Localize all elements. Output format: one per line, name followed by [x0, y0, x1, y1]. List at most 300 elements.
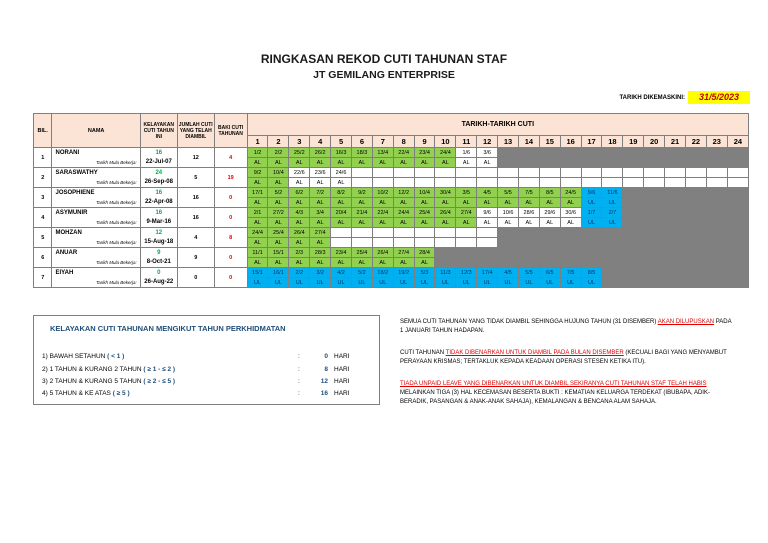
leave-type-cell[interactable]: AL	[331, 158, 352, 168]
leave-date-cell[interactable]: 30/6	[560, 208, 581, 218]
leave-type-cell[interactable]: AL	[268, 178, 289, 188]
leave-type-cell[interactable]: AL	[351, 218, 372, 228]
leave-date-cell[interactable]: 19/2	[393, 268, 414, 278]
leave-date-cell[interactable]: 4/5	[477, 188, 498, 198]
leave-date-cell[interactable]	[706, 208, 727, 218]
leave-date-cell[interactable]: 21/4	[351, 208, 372, 218]
leave-type-cell[interactable]	[372, 238, 393, 248]
leave-date-cell[interactable]	[435, 228, 456, 238]
leave-date-cell[interactable]	[477, 228, 498, 238]
leave-type-cell[interactable]	[706, 158, 727, 168]
leave-date-cell[interactable]	[623, 268, 644, 278]
leave-date-cell[interactable]	[665, 188, 686, 198]
leave-date-cell[interactable]	[414, 168, 435, 178]
leave-date-cell[interactable]: 4/3	[289, 208, 310, 218]
leave-date-cell[interactable]: 5/2	[351, 268, 372, 278]
leave-date-cell[interactable]: 5/2	[268, 188, 289, 198]
leave-type-cell[interactable]	[644, 238, 665, 248]
leave-type-cell[interactable]: AL	[289, 258, 310, 268]
leave-type-cell[interactable]	[623, 158, 644, 168]
leave-date-cell[interactable]: 25/2	[289, 148, 310, 158]
leave-type-cell[interactable]: UL	[310, 278, 331, 288]
leave-type-cell[interactable]	[665, 238, 686, 248]
leave-date-cell[interactable]: 24/6	[331, 168, 352, 178]
leave-date-cell[interactable]	[560, 148, 581, 158]
leave-date-cell[interactable]: 26/4	[289, 228, 310, 238]
leave-type-cell[interactable]	[685, 178, 706, 188]
leave-date-cell[interactable]	[602, 248, 623, 258]
leave-type-cell[interactable]	[685, 198, 706, 208]
leave-date-cell[interactable]	[477, 248, 498, 258]
leave-date-cell[interactable]	[665, 148, 686, 158]
leave-type-cell[interactable]	[539, 158, 560, 168]
leave-type-cell[interactable]: AL	[539, 218, 560, 228]
leave-date-cell[interactable]: 2/1	[247, 208, 268, 218]
leave-date-cell[interactable]: 1/2	[247, 148, 268, 158]
leave-date-cell[interactable]: 15/1	[268, 248, 289, 258]
leave-date-cell[interactable]: 8/5	[581, 268, 602, 278]
leave-date-cell[interactable]: 17/4	[477, 268, 498, 278]
leave-date-cell[interactable]: 23/6	[310, 168, 331, 178]
leave-date-cell[interactable]	[644, 188, 665, 198]
leave-date-cell[interactable]: 6/5	[539, 268, 560, 278]
leave-date-cell[interactable]	[518, 228, 539, 238]
leave-date-cell[interactable]	[477, 168, 498, 178]
leave-date-cell[interactable]	[581, 148, 602, 158]
leave-date-cell[interactable]: 18/3	[351, 148, 372, 158]
leave-date-cell[interactable]	[685, 168, 706, 178]
leave-date-cell[interactable]: 3/4	[310, 208, 331, 218]
leave-type-cell[interactable]: AL	[372, 258, 393, 268]
leave-date-cell[interactable]	[665, 228, 686, 238]
leave-type-cell[interactable]	[393, 178, 414, 188]
leave-type-cell[interactable]	[560, 158, 581, 168]
leave-type-cell[interactable]	[644, 278, 665, 288]
leave-type-cell[interactable]	[560, 258, 581, 268]
leave-date-cell[interactable]	[685, 188, 706, 198]
leave-type-cell[interactable]	[665, 278, 686, 288]
leave-type-cell[interactable]	[665, 258, 686, 268]
leave-type-cell[interactable]: AL	[351, 158, 372, 168]
leave-type-cell[interactable]: AL	[289, 178, 310, 188]
leave-type-cell[interactable]: AL	[247, 198, 268, 208]
leave-date-cell[interactable]: 5/3	[414, 268, 435, 278]
leave-date-cell[interactable]: 26/4	[435, 208, 456, 218]
leave-date-cell[interactable]	[498, 168, 519, 178]
leave-date-cell[interactable]	[351, 168, 372, 178]
leave-type-cell[interactable]: AL	[247, 218, 268, 228]
leave-type-cell[interactable]	[560, 178, 581, 188]
leave-type-cell[interactable]: AL	[414, 198, 435, 208]
updated-date[interactable]: 31/5/2023	[688, 91, 750, 104]
leave-date-cell[interactable]	[393, 168, 414, 178]
leave-type-cell[interactable]	[477, 258, 498, 268]
leave-date-cell[interactable]: 9/6	[477, 208, 498, 218]
leave-date-cell[interactable]	[560, 168, 581, 178]
leave-date-cell[interactable]: 24/4	[435, 148, 456, 158]
leave-type-cell[interactable]: UL	[435, 278, 456, 288]
leave-type-cell[interactable]	[581, 258, 602, 268]
leave-type-cell[interactable]	[685, 258, 706, 268]
leave-date-cell[interactable]: 22/6	[289, 168, 310, 178]
leave-type-cell[interactable]: UL	[247, 278, 268, 288]
leave-date-cell[interactable]	[706, 228, 727, 238]
leave-type-cell[interactable]: UL	[477, 278, 498, 288]
leave-type-cell[interactable]	[623, 238, 644, 248]
leave-type-cell[interactable]: AL	[372, 158, 393, 168]
leave-type-cell[interactable]: AL	[310, 238, 331, 248]
leave-type-cell[interactable]: UL	[518, 278, 539, 288]
leave-type-cell[interactable]: AL	[518, 198, 539, 208]
leave-type-cell[interactable]: AL	[331, 178, 352, 188]
leave-type-cell[interactable]	[393, 238, 414, 248]
leave-date-cell[interactable]: 17/1	[247, 188, 268, 198]
leave-date-cell[interactable]	[727, 168, 748, 178]
leave-type-cell[interactable]	[435, 178, 456, 188]
leave-date-cell[interactable]	[539, 248, 560, 258]
leave-type-cell[interactable]	[414, 178, 435, 188]
leave-date-cell[interactable]	[644, 168, 665, 178]
leave-type-cell[interactable]	[706, 218, 727, 228]
leave-date-cell[interactable]	[644, 228, 665, 238]
leave-date-cell[interactable]: 12/2	[393, 188, 414, 198]
leave-type-cell[interactable]	[581, 238, 602, 248]
leave-date-cell[interactable]: 1/7	[581, 208, 602, 218]
leave-type-cell[interactable]: AL	[560, 198, 581, 208]
leave-date-cell[interactable]: 8/5	[539, 188, 560, 198]
leave-date-cell[interactable]: 2/2	[289, 268, 310, 278]
leave-type-cell[interactable]	[685, 278, 706, 288]
leave-date-cell[interactable]: 12/3	[456, 268, 477, 278]
leave-type-cell[interactable]	[581, 158, 602, 168]
leave-type-cell[interactable]: UL	[560, 278, 581, 288]
leave-type-cell[interactable]: AL	[414, 158, 435, 168]
leave-date-cell[interactable]	[623, 248, 644, 258]
leave-date-cell[interactable]	[602, 268, 623, 278]
leave-date-cell[interactable]: 20/4	[331, 208, 352, 218]
leave-type-cell[interactable]	[623, 258, 644, 268]
leave-date-cell[interactable]: 11/3	[435, 268, 456, 278]
leave-type-cell[interactable]	[518, 238, 539, 248]
leave-date-cell[interactable]: 27/4	[310, 228, 331, 238]
leave-type-cell[interactable]	[644, 258, 665, 268]
leave-type-cell[interactable]	[623, 218, 644, 228]
leave-date-cell[interactable]	[539, 148, 560, 158]
leave-date-cell[interactable]: 24/5	[560, 188, 581, 198]
leave-type-cell[interactable]: UL	[414, 278, 435, 288]
leave-date-cell[interactable]	[623, 148, 644, 158]
leave-type-cell[interactable]: AL	[289, 198, 310, 208]
leave-type-cell[interactable]	[727, 218, 748, 228]
leave-date-cell[interactable]: 24/4	[393, 208, 414, 218]
leave-date-cell[interactable]: 27/4	[393, 248, 414, 258]
leave-type-cell[interactable]	[685, 218, 706, 228]
leave-date-cell[interactable]	[706, 188, 727, 198]
leave-date-cell[interactable]	[644, 208, 665, 218]
leave-date-cell[interactable]	[644, 248, 665, 258]
leave-type-cell[interactable]	[727, 278, 748, 288]
leave-date-cell[interactable]: 25/4	[351, 248, 372, 258]
leave-type-cell[interactable]	[498, 238, 519, 248]
leave-type-cell[interactable]	[706, 178, 727, 188]
leave-type-cell[interactable]	[727, 178, 748, 188]
leave-type-cell[interactable]: AL	[351, 198, 372, 208]
leave-type-cell[interactable]: AL	[268, 238, 289, 248]
leave-date-cell[interactable]	[665, 248, 686, 258]
leave-type-cell[interactable]: AL	[289, 238, 310, 248]
leave-date-cell[interactable]: 29/6	[539, 208, 560, 218]
leave-type-cell[interactable]	[706, 198, 727, 208]
leave-type-cell[interactable]: AL	[539, 198, 560, 208]
leave-type-cell[interactable]	[665, 178, 686, 188]
leave-type-cell[interactable]	[623, 198, 644, 208]
leave-date-cell[interactable]	[706, 248, 727, 258]
leave-date-cell[interactable]: 9/6	[581, 188, 602, 198]
leave-date-cell[interactable]: 26/2	[310, 148, 331, 158]
leave-date-cell[interactable]: 10/6	[498, 208, 519, 218]
leave-date-cell[interactable]: 28/6	[518, 208, 539, 218]
leave-date-cell[interactable]	[727, 148, 748, 158]
leave-date-cell[interactable]: 30/4	[435, 188, 456, 198]
leave-date-cell[interactable]	[539, 228, 560, 238]
leave-date-cell[interactable]	[581, 168, 602, 178]
leave-type-cell[interactable]: AL	[414, 218, 435, 228]
leave-date-cell[interactable]	[665, 168, 686, 178]
leave-type-cell[interactable]: AL	[456, 158, 477, 168]
leave-date-cell[interactable]: 3/2	[310, 268, 331, 278]
leave-date-cell[interactable]	[393, 228, 414, 238]
leave-type-cell[interactable]	[498, 178, 519, 188]
leave-date-cell[interactable]	[435, 168, 456, 178]
leave-date-cell[interactable]: 3/6	[477, 148, 498, 158]
leave-type-cell[interactable]	[665, 198, 686, 208]
leave-date-cell[interactable]	[727, 268, 748, 278]
leave-type-cell[interactable]	[518, 178, 539, 188]
leave-date-cell[interactable]: 5/5	[518, 268, 539, 278]
leave-date-cell[interactable]: 3/5	[456, 188, 477, 198]
leave-type-cell[interactable]: UL	[539, 278, 560, 288]
leave-type-cell[interactable]	[623, 178, 644, 188]
leave-type-cell[interactable]	[602, 278, 623, 288]
leave-date-cell[interactable]	[706, 148, 727, 158]
leave-date-cell[interactable]: 23/4	[331, 248, 352, 258]
leave-date-cell[interactable]: 25/4	[414, 208, 435, 218]
leave-type-cell[interactable]	[706, 278, 727, 288]
leave-type-cell[interactable]	[351, 238, 372, 248]
leave-date-cell[interactable]: 13/4	[372, 148, 393, 158]
leave-date-cell[interactable]: 16/1	[268, 268, 289, 278]
leave-type-cell[interactable]: AL	[435, 158, 456, 168]
leave-date-cell[interactable]	[581, 248, 602, 258]
leave-type-cell[interactable]	[331, 238, 352, 248]
leave-date-cell[interactable]: 8/2	[331, 188, 352, 198]
leave-date-cell[interactable]	[644, 268, 665, 278]
leave-date-cell[interactable]	[685, 208, 706, 218]
leave-date-cell[interactable]: 26/4	[372, 248, 393, 258]
leave-type-cell[interactable]: AL	[372, 218, 393, 228]
leave-type-cell[interactable]	[477, 238, 498, 248]
leave-type-cell[interactable]	[498, 258, 519, 268]
leave-date-cell[interactable]	[351, 228, 372, 238]
leave-date-cell[interactable]	[727, 188, 748, 198]
leave-type-cell[interactable]	[560, 238, 581, 248]
leave-type-cell[interactable]: AL	[310, 198, 331, 208]
leave-type-cell[interactable]	[706, 258, 727, 268]
leave-type-cell[interactable]	[477, 178, 498, 188]
leave-type-cell[interactable]	[539, 238, 560, 248]
leave-type-cell[interactable]	[435, 258, 456, 268]
leave-type-cell[interactable]: UL	[581, 198, 602, 208]
leave-date-cell[interactable]	[727, 228, 748, 238]
leave-type-cell[interactable]: UL	[602, 218, 623, 228]
leave-type-cell[interactable]: AL	[310, 158, 331, 168]
leave-type-cell[interactable]: AL	[477, 218, 498, 228]
leave-date-cell[interactable]: 16/3	[331, 148, 352, 158]
leave-type-cell[interactable]	[539, 178, 560, 188]
leave-type-cell[interactable]: AL	[477, 198, 498, 208]
leave-date-cell[interactable]: 15/1	[247, 268, 268, 278]
leave-type-cell[interactable]: AL	[310, 178, 331, 188]
leave-type-cell[interactable]: AL	[247, 178, 268, 188]
leave-date-cell[interactable]: 9/2	[351, 188, 372, 198]
leave-type-cell[interactable]: AL	[310, 218, 331, 228]
leave-type-cell[interactable]: AL	[518, 218, 539, 228]
leave-date-cell[interactable]	[602, 148, 623, 158]
leave-type-cell[interactable]: AL	[414, 258, 435, 268]
leave-type-cell[interactable]: AL	[498, 198, 519, 208]
leave-type-cell[interactable]: AL	[331, 198, 352, 208]
leave-type-cell[interactable]: AL	[456, 198, 477, 208]
leave-date-cell[interactable]: 9/2	[247, 168, 268, 178]
leave-date-cell[interactable]	[665, 208, 686, 218]
leave-type-cell[interactable]	[539, 258, 560, 268]
leave-date-cell[interactable]	[372, 168, 393, 178]
leave-type-cell[interactable]	[644, 218, 665, 228]
leave-type-cell[interactable]	[706, 238, 727, 248]
leave-date-cell[interactable]: 27/2	[268, 208, 289, 218]
leave-date-cell[interactable]: 10/4	[414, 188, 435, 198]
leave-date-cell[interactable]: 7/5	[518, 188, 539, 198]
leave-type-cell[interactable]	[351, 178, 372, 188]
leave-date-cell[interactable]	[498, 248, 519, 258]
leave-date-cell[interactable]	[435, 248, 456, 258]
leave-type-cell[interactable]	[372, 178, 393, 188]
leave-date-cell[interactable]: 27/4	[456, 208, 477, 218]
leave-type-cell[interactable]: UL	[498, 278, 519, 288]
leave-type-cell[interactable]	[623, 278, 644, 288]
leave-date-cell[interactable]	[623, 208, 644, 218]
leave-date-cell[interactable]	[602, 168, 623, 178]
leave-type-cell[interactable]: AL	[268, 258, 289, 268]
leave-type-cell[interactable]	[498, 158, 519, 168]
leave-date-cell[interactable]	[623, 228, 644, 238]
leave-type-cell[interactable]	[518, 158, 539, 168]
leave-date-cell[interactable]	[706, 268, 727, 278]
leave-date-cell[interactable]	[456, 248, 477, 258]
leave-date-cell[interactable]	[644, 148, 665, 158]
leave-type-cell[interactable]: UL	[351, 278, 372, 288]
leave-date-cell[interactable]	[518, 148, 539, 158]
leave-type-cell[interactable]: UL	[372, 278, 393, 288]
leave-date-cell[interactable]	[414, 228, 435, 238]
leave-type-cell[interactable]: AL	[372, 198, 393, 208]
leave-date-cell[interactable]	[518, 168, 539, 178]
leave-date-cell[interactable]: 28/3	[310, 248, 331, 258]
leave-type-cell[interactable]	[414, 238, 435, 248]
leave-type-cell[interactable]: UL	[268, 278, 289, 288]
leave-date-cell[interactable]	[685, 268, 706, 278]
leave-date-cell[interactable]	[685, 148, 706, 158]
leave-type-cell[interactable]	[602, 258, 623, 268]
leave-date-cell[interactable]	[727, 208, 748, 218]
leave-date-cell[interactable]	[372, 228, 393, 238]
leave-type-cell[interactable]: AL	[289, 218, 310, 228]
leave-date-cell[interactable]	[623, 188, 644, 198]
leave-type-cell[interactable]	[435, 238, 456, 248]
leave-date-cell[interactable]	[685, 228, 706, 238]
leave-date-cell[interactable]	[560, 228, 581, 238]
leave-type-cell[interactable]	[685, 238, 706, 248]
leave-type-cell[interactable]: AL	[247, 238, 268, 248]
leave-type-cell[interactable]: AL	[331, 218, 352, 228]
leave-type-cell[interactable]	[665, 158, 686, 168]
leave-date-cell[interactable]: 11/1	[247, 248, 268, 258]
leave-type-cell[interactable]	[644, 158, 665, 168]
leave-date-cell[interactable]: 5/5	[498, 188, 519, 198]
leave-type-cell[interactable]: AL	[268, 198, 289, 208]
leave-date-cell[interactable]: 2/3	[289, 248, 310, 258]
leave-date-cell[interactable]	[665, 268, 686, 278]
leave-type-cell[interactable]: UL	[602, 198, 623, 208]
leave-type-cell[interactable]: AL	[351, 258, 372, 268]
leave-date-cell[interactable]	[498, 148, 519, 158]
leave-date-cell[interactable]	[331, 228, 352, 238]
leave-date-cell[interactable]: 28/4	[414, 248, 435, 258]
leave-type-cell[interactable]	[602, 158, 623, 168]
leave-date-cell[interactable]: 24/4	[247, 228, 268, 238]
leave-type-cell[interactable]	[727, 258, 748, 268]
leave-date-cell[interactable]	[560, 248, 581, 258]
leave-date-cell[interactable]	[498, 228, 519, 238]
leave-type-cell[interactable]	[727, 238, 748, 248]
leave-date-cell[interactable]	[518, 248, 539, 258]
leave-type-cell[interactable]: AL	[310, 258, 331, 268]
leave-date-cell[interactable]	[685, 248, 706, 258]
leave-date-cell[interactable]: 10/2	[372, 188, 393, 198]
leave-type-cell[interactable]: AL	[247, 158, 268, 168]
leave-type-cell[interactable]: AL	[477, 158, 498, 168]
leave-type-cell[interactable]: AL	[268, 158, 289, 168]
leave-type-cell[interactable]	[644, 198, 665, 208]
leave-date-cell[interactable]: 22/4	[372, 208, 393, 218]
leave-date-cell[interactable]	[456, 168, 477, 178]
leave-type-cell[interactable]: AL	[393, 158, 414, 168]
leave-type-cell[interactable]	[456, 178, 477, 188]
leave-date-cell[interactable]: 4/2	[331, 268, 352, 278]
leave-date-cell[interactable]: 7/5	[560, 268, 581, 278]
leave-date-cell[interactable]: 6/2	[289, 188, 310, 198]
leave-type-cell[interactable]: UL	[581, 278, 602, 288]
leave-type-cell[interactable]	[685, 158, 706, 168]
leave-type-cell[interactable]	[456, 258, 477, 268]
leave-date-cell[interactable]: 1/6	[456, 148, 477, 158]
leave-date-cell[interactable]: 10/4	[268, 168, 289, 178]
leave-date-cell[interactable]: 18/2	[372, 268, 393, 278]
leave-type-cell[interactable]: AL	[393, 218, 414, 228]
leave-type-cell[interactable]	[665, 218, 686, 228]
leave-type-cell[interactable]: AL	[560, 218, 581, 228]
leave-type-cell[interactable]: AL	[331, 258, 352, 268]
